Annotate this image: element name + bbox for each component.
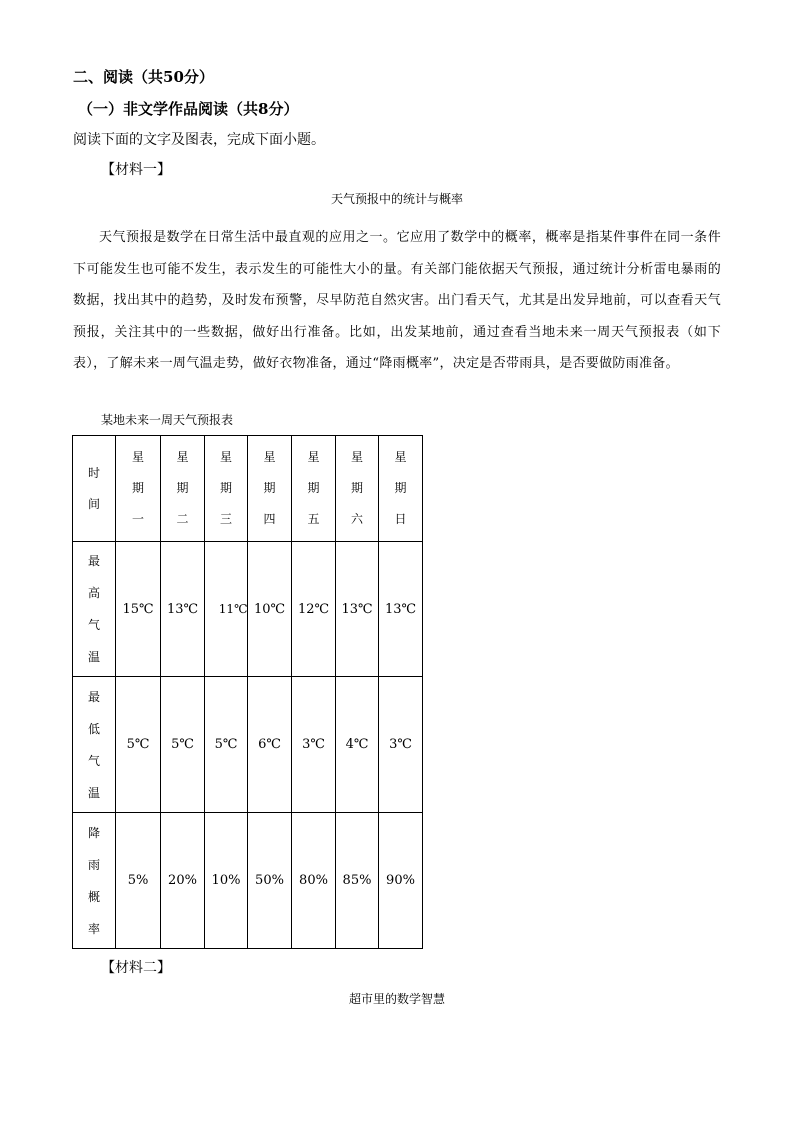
table-header-cell: 星期日 xyxy=(379,436,423,542)
table-cell: 12℃ xyxy=(292,542,336,677)
table-cell: 90% xyxy=(379,813,423,949)
table-cell: 3℃ xyxy=(379,677,423,813)
material1-label: 【材料一】 xyxy=(101,162,171,178)
table-header-cell: 星期五 xyxy=(292,436,336,542)
table-cell: 10℃ xyxy=(248,542,292,677)
row-label-cell: 降雨概率 xyxy=(73,813,116,949)
table-cell: 4℃ xyxy=(336,677,379,813)
table-row xyxy=(73,542,423,677)
material1-paragraph: 天气预报是数学在日常生活中最直观的应用之一。它应用了数学中的概率，概率是指某件事件在同一条件下可能发生也可能不发生，表示发生的可能性大小的量。有关部门能依据天气预报，通过统计分析雷电暴雨的数据，找出其中的趋势，及时发布预警，尽早防范自然灾害。出门看天气，尤其是出发异地前，可以查看天气预报，关注其中的一些数据，做好出行准备。比如，出发某地前，通过查看当地未来一周天气预报表（如下表），了解未来一周气温走势，做好衣物准备，通过“降雨概率”，决定是否带雨具，是否要做防雨准备。 xyxy=(73,230,721,372)
row-label-cell: 最低气温 xyxy=(73,677,116,813)
table-cell: 5℃ xyxy=(116,677,161,813)
table-header-cell: 星期一 xyxy=(116,436,161,542)
table-cell: 11℃ xyxy=(205,542,248,677)
table-cell: 13℃ xyxy=(379,542,423,677)
table-cell: 15℃ xyxy=(116,542,161,677)
row-label-cell: 最高气温 xyxy=(73,542,116,677)
weather-forecast-table xyxy=(72,435,423,949)
material1-title: 天气预报中的统计与概率 xyxy=(330,192,463,206)
table-header-cell: 星期三 xyxy=(205,436,248,542)
table-cell: 5℃ xyxy=(205,677,248,813)
table-cell: 3℃ xyxy=(292,677,336,813)
material2-title: 超市里的数学智慧 xyxy=(348,992,445,1006)
table-cell: 13℃ xyxy=(161,542,205,677)
table-cell: 5% xyxy=(116,813,161,949)
table-row xyxy=(73,677,423,813)
material2-label: 【材料二】 xyxy=(101,960,171,976)
table-cell: 85% xyxy=(336,813,379,949)
table-header-cell: 星期四 xyxy=(248,436,292,542)
table-cell: 20% xyxy=(161,813,205,949)
table-cell: 10% xyxy=(205,813,248,949)
table-header-cell: 时间 xyxy=(73,436,116,542)
table-cell: 50% xyxy=(248,813,292,949)
instruction-text: 阅读下面的文字及图表，完成下面小题。 xyxy=(73,132,325,148)
table-header-cell: 星期二 xyxy=(161,436,205,542)
table-header-cell: 星期六 xyxy=(336,436,379,542)
table-header-row xyxy=(73,436,423,542)
table-cell: 5℃ xyxy=(161,677,205,813)
table-row xyxy=(73,813,423,949)
table-cell: 6℃ xyxy=(248,677,292,813)
subsection-heading: （一）非文学作品阅读（共8分） xyxy=(78,100,299,118)
table-caption: 某地未来一周天气预报表 xyxy=(101,413,234,427)
table-cell: 80% xyxy=(292,813,336,949)
table-cell: 13℃ xyxy=(336,542,379,677)
section-heading: 二、阅读（共50分） xyxy=(73,68,214,86)
